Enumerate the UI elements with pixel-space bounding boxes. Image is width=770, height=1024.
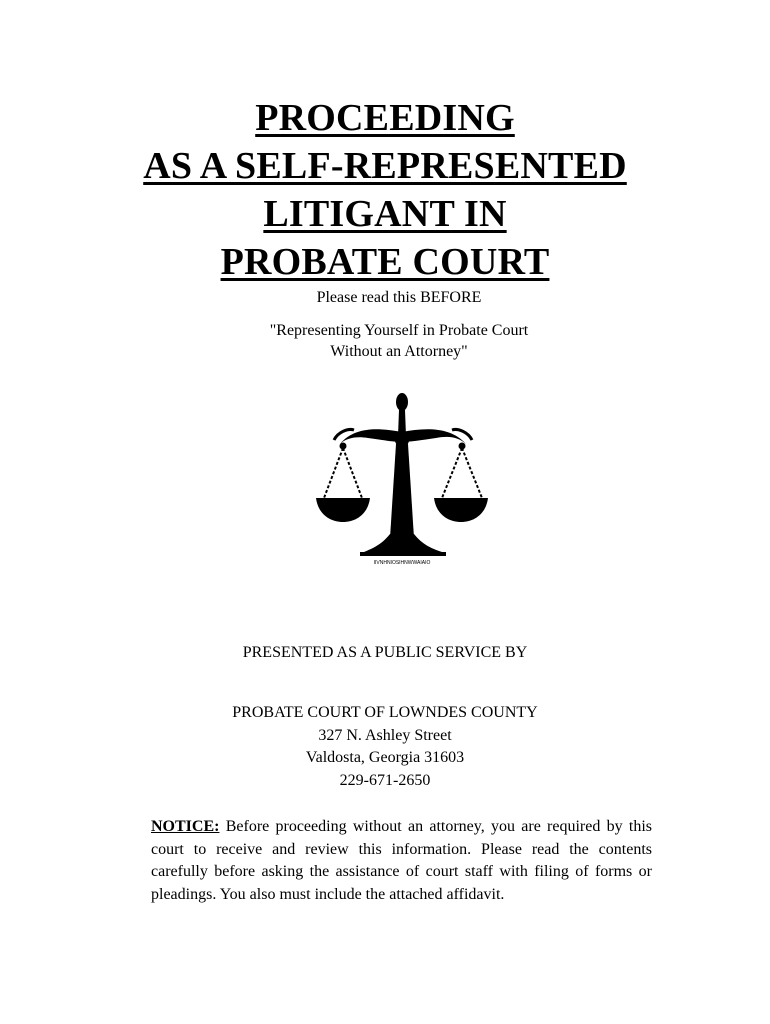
title-line-3: LITIGANT IN bbox=[263, 193, 507, 235]
court-phone: 229-671-2650 bbox=[339, 771, 431, 789]
subtitle-reference bbox=[0, 320, 770, 362]
court-name: PROBATE COURT OF LOWNDES COUNTY bbox=[232, 704, 538, 721]
notice-text: Before proceeding without an attorney, you are required by this court to receive and review this information. Please read the contents carefully before asking the assistance of court staff with filing of forms or pleadings. You also must include the attached affidavit. bbox=[151, 818, 652, 904]
court-city: Valdosta, Georgia 31603 bbox=[305, 749, 465, 766]
notice-label: NOTICE: bbox=[151, 818, 220, 835]
title-line-2: AS A SELF-REPRESENTED bbox=[143, 145, 627, 187]
subtitle-instruction: Please read this BEFORE bbox=[316, 289, 482, 306]
notice-paragraph bbox=[151, 816, 652, 907]
presented-by-line: PRESENTED AS A PUBLIC SERVICE BY bbox=[242, 644, 528, 661]
title-line-4: PROBATE COURT bbox=[220, 241, 550, 283]
court-address bbox=[0, 702, 770, 792]
title-line-1: PROCEEDING bbox=[255, 97, 515, 139]
subtitle-reference-line-1: "Representing Yourself in Probate Court bbox=[269, 322, 529, 339]
subtitle-reference-line-2: Without an Attorney" bbox=[330, 343, 468, 360]
document-title bbox=[0, 94, 770, 286]
court-street: 327 N. Ashley Street bbox=[318, 726, 452, 744]
emblem-caption: IIVNHNIOSIHNWWAIAIO bbox=[373, 560, 431, 566]
scales-of-justice-icon bbox=[310, 388, 490, 570]
